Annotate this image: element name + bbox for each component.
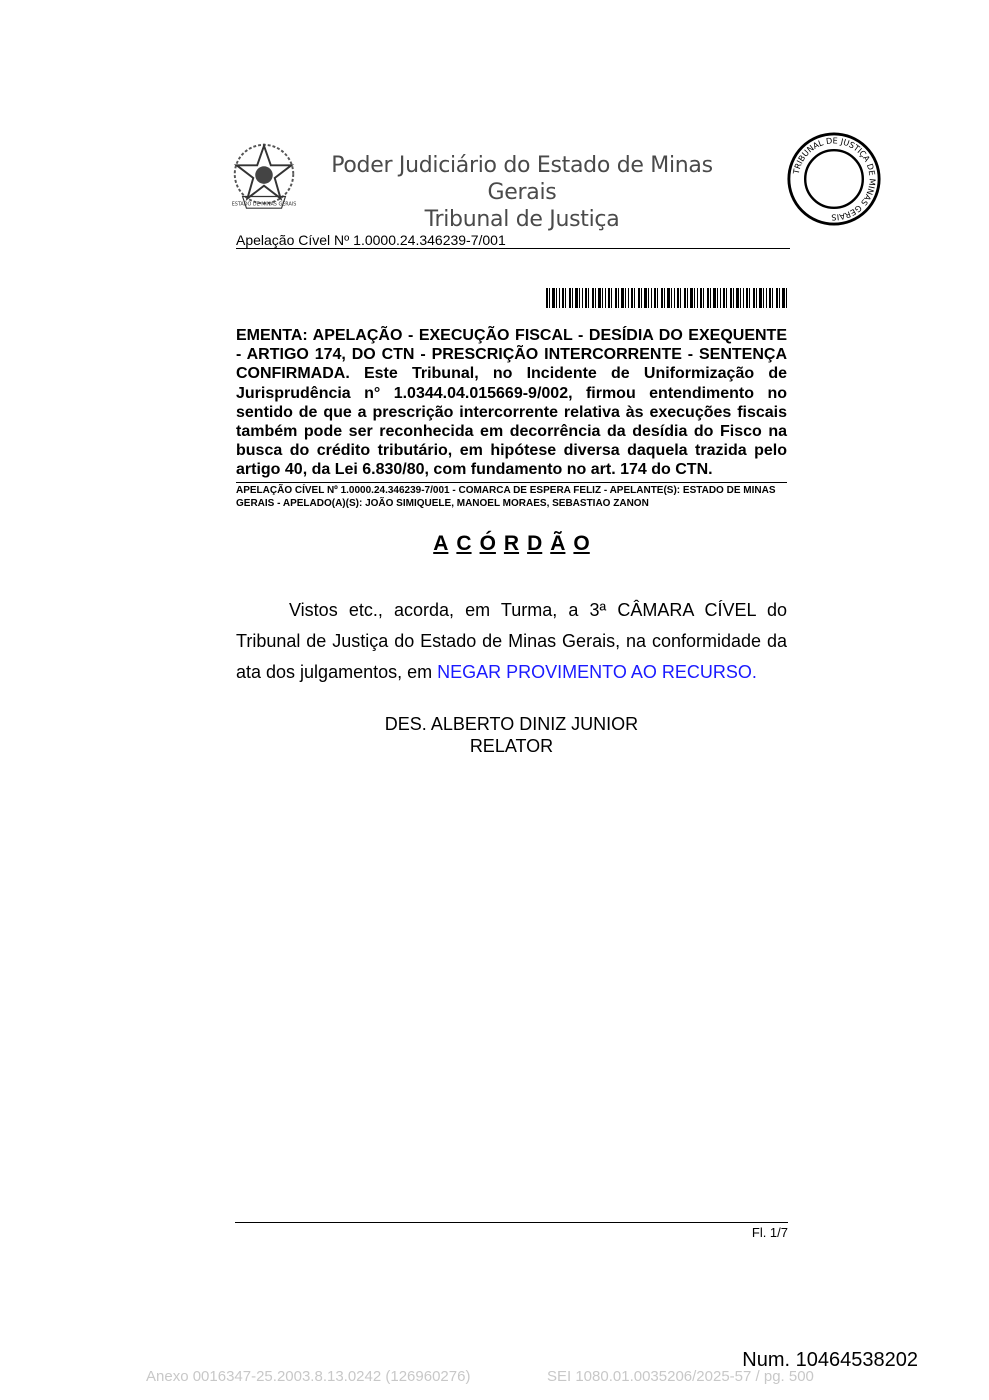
signer-name: DES. ALBERTO DINIZ JUNIOR: [384, 714, 639, 734]
document-number: Num. 10464538202: [742, 1349, 918, 1371]
judgment-text: [236, 595, 787, 688]
signature-block: [236, 713, 787, 757]
decision-text: NEGAR PROVIMENTO AO RECURSO.: [437, 662, 757, 682]
acordao-heading: [236, 532, 787, 556]
page-number: Fl. 1/7: [751, 1225, 788, 1240]
court-title: [312, 152, 732, 233]
judgment-body: Vistos etc., acorda, em Turma, a 3ª CÂMARA CÍVEL do Tribunal de Justiça do Estado de Minas Gerais, na conformidade da ata dos julgamentos, em: [236, 600, 787, 682]
annex-reference: Anexo 0016347-25.2003.8.13.0242 (126960276): [146, 1368, 471, 1385]
svg-text:TRIBUNAL DE JUSTIÇA DE MINAS G: TRIBUNAL DE JUSTIÇA DE MINAS GERAIS: [790, 135, 878, 223]
state-emblem-logo: [225, 138, 303, 216]
acordao-letter: C: [456, 532, 472, 555]
signer-role: RELATOR: [469, 736, 554, 756]
tribunal-seal: [786, 131, 882, 227]
acordao-letter: A: [433, 532, 449, 555]
acordao-letter: Ã: [550, 532, 566, 555]
footer-divider: [235, 1222, 788, 1223]
ementa: EMENTA: APELAÇÃO - EXECUÇÃO FISCAL - DESÍDIA DO EXEQUENTE - ARTIGO 174, DO CTN - PRESCRIÇÃO INTERCORRENTE - SENTENÇA CONFIRMADA. Este Tribunal, no Incidente de Uniformização de Jurisprudência n° 1.0344.04.015669-9/002, firmou entendimento no sentido de que a prescrição intercorrente relativa às execuções fiscais também pode ser reconhecida em decorrência da desídia do Fisco na busca do crédito tributário, em hipótese diversa daquela trazida pelo artigo 40, da Lei 6.830/80, com fundamento no art. 174 do CTN.: [236, 327, 787, 479]
acordao-letter: R: [503, 532, 520, 555]
header-divider: [236, 248, 790, 249]
court-name: Poder Judiciário do Estado de Minas Gerais: [331, 153, 713, 205]
acordao-letter: Ó: [479, 532, 496, 555]
tribunal-name: Tribunal de Justiça: [424, 207, 620, 232]
case-parties: APELAÇÃO CÍVEL Nº 1.0000.24.346239-7/001 - COMARCA DE ESPERA FELIZ - APELANTE(S): ESTADO DE MINAS GERAIS - APELADO(A)(S): JOÃO SIMIQUELE, MANOEL MORAES, SEBASTIAO ZANON: [236, 485, 776, 509]
barcode: [546, 288, 788, 308]
case-reference: Apelação Cível Nº 1.0000.24.346239-7/001: [236, 232, 506, 248]
acordao-letter: O: [573, 532, 590, 555]
acordao-letter: D: [527, 532, 543, 555]
svg-text:ESTADO DE MINAS GERAIS: ESTADO DE MINAS GERAIS: [231, 201, 297, 208]
sei-reference: SEI 1080.01.0035206/2025-57 / pg. 500: [547, 1368, 814, 1385]
ementa-divider: [236, 482, 787, 483]
